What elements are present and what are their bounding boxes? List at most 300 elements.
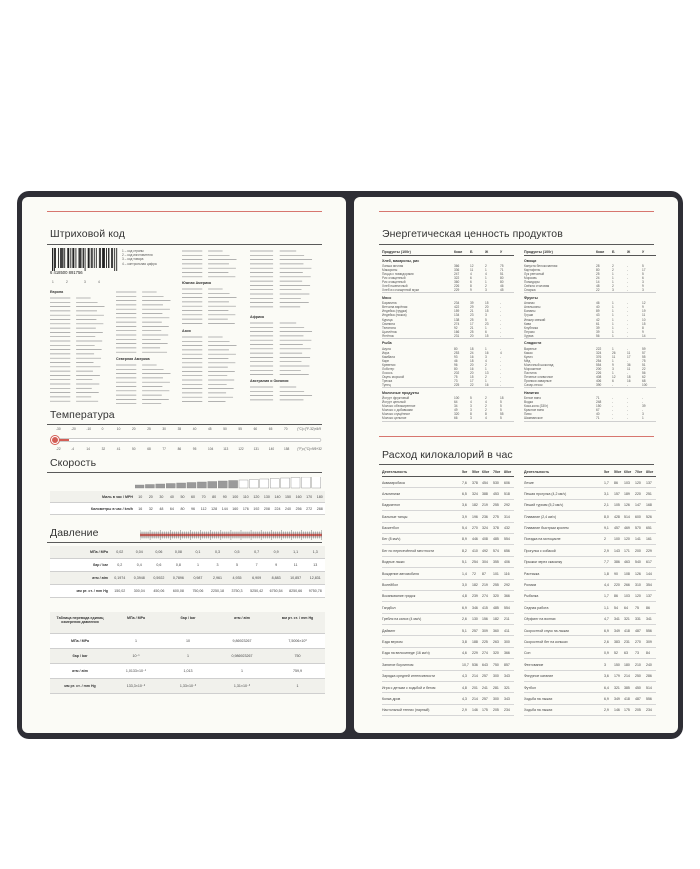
table-row (50, 503, 325, 515)
value-cell: 16 (138, 506, 143, 511)
value-cell: 300,04 (133, 589, 145, 593)
calorie-value: 1,1 (604, 605, 609, 610)
calorie-value: 324 (482, 526, 488, 531)
speed-bar (166, 484, 175, 489)
product-value: 2 (485, 404, 487, 409)
activity-name: Вскапывание грядок (382, 594, 416, 599)
value-cell: 6750,54 (269, 589, 283, 593)
product-value: 422 (454, 305, 460, 310)
calorie-value: 6,4 (604, 685, 609, 690)
product-name: Морковь (524, 276, 537, 281)
calorie-value: 103 (624, 480, 630, 485)
calorie-value: 251 (646, 491, 652, 496)
calorie-value: 492 (482, 548, 488, 553)
energy-group-row (524, 389, 656, 396)
product-value: - (627, 301, 629, 306)
energy-group-name: Хлеб, макароны, рис (382, 258, 420, 263)
calorie-value: 8,9 (462, 537, 467, 542)
product-value: 80 (454, 366, 458, 371)
product-value: 1 (612, 305, 614, 310)
calorie-value: 556 (646, 628, 652, 633)
product-value: 96 (454, 362, 458, 367)
product-value: 80 (454, 346, 458, 351)
celsius-value: 70 (284, 427, 288, 431)
calorie-value: 300 (493, 696, 499, 701)
calorie-value: 366 (504, 594, 510, 599)
activity-name: Бег по пересечённой местности (382, 548, 435, 553)
product-value: 9 (642, 305, 644, 310)
barcode-bar (73, 248, 74, 268)
calories-row (382, 648, 514, 659)
calorie-value: 270 (635, 639, 641, 644)
product-value: - (627, 383, 629, 388)
fahrenheit-value: 131 (253, 447, 259, 451)
calories-row (524, 671, 656, 682)
product-value: 3 (485, 313, 487, 318)
value-cell: 150 (285, 494, 292, 499)
product-name: Клубника (524, 325, 538, 330)
product-name: Креветки (382, 362, 396, 367)
table-row (50, 546, 325, 559)
value-cell: 112 (200, 506, 207, 511)
product-value: 226 (596, 371, 602, 376)
product-value: 18 (470, 358, 474, 363)
product-value: 56 (596, 333, 600, 338)
value-cell: 450,06 (153, 589, 165, 593)
product-value: 2 (485, 264, 487, 268)
barcode-bar (68, 248, 69, 268)
speed-rule (47, 472, 322, 473)
barcode-marker: 2 (66, 280, 68, 284)
calorie-value: 349 (614, 696, 620, 701)
product-name: Треска (382, 379, 393, 384)
calorie-value: 360 (493, 628, 499, 633)
pressure-rule (47, 542, 322, 543)
product-value: - (627, 288, 629, 293)
product-name: Индейка (грудка) (382, 309, 408, 314)
product-name: Красное вино (524, 408, 545, 413)
calorie-value: 137 (646, 594, 652, 599)
product-value: - (500, 375, 502, 380)
calorie-value: 126 (635, 571, 641, 576)
product-value: 1 (612, 313, 614, 318)
product-value: 25 (470, 329, 474, 334)
conversion-cell: 10⁻¹ (132, 654, 140, 658)
product-value: - (500, 321, 502, 326)
activity-name: Ходьба на лыжах (524, 708, 553, 713)
calorie-value: 457 (614, 526, 620, 531)
calories-row (382, 545, 514, 556)
calorie-value: 324 (472, 491, 478, 496)
calorie-value: 220 (635, 491, 641, 496)
product-value: 12 (470, 264, 474, 268)
calorie-value: 606 (504, 480, 510, 485)
energy-group-name: Рыба (382, 341, 392, 346)
barcode-bar (114, 248, 115, 271)
calories-header-row (524, 468, 656, 477)
calorie-value: 300 (504, 639, 510, 644)
product-value: 3 (612, 366, 614, 371)
celsius-value: 35 (177, 427, 182, 431)
conversion-row (50, 649, 325, 664)
conversion-row-label: бар / bar (72, 654, 88, 658)
product-value: 2 (612, 264, 614, 268)
energy-row (524, 334, 656, 338)
calorie-value: 7,7 (604, 560, 609, 565)
product-value: 1 (485, 379, 487, 384)
calorie-value: 385 (624, 685, 630, 690)
product-value: - (627, 346, 629, 351)
north-america-codes (116, 363, 176, 407)
product-name: Окунь морской (382, 375, 405, 380)
value-cell: 2,961 (212, 576, 222, 580)
product-value: 18 (627, 375, 631, 380)
product-value: 2 (612, 284, 614, 289)
product-value: 12 (612, 375, 616, 380)
product-value: - (627, 325, 629, 330)
product-value: 8 (470, 284, 472, 289)
product-value: 5 (642, 272, 644, 277)
energy-header-cell: Продукты (100г) (524, 250, 553, 254)
row-label: бар / bar (92, 563, 108, 567)
conversion-cell: 1,33×10⁻³ (179, 684, 197, 688)
energy-header-cell: Продукты (100г) (382, 250, 411, 254)
product-value: - (627, 309, 629, 314)
speed-bar (135, 485, 144, 488)
top-red-line-right (379, 211, 654, 212)
value-cell: 1,3 (312, 550, 318, 554)
value-cell: 0,08 (174, 550, 182, 554)
product-value: 24 (596, 276, 600, 281)
calories-header-cell: 70кг (635, 470, 643, 474)
calorie-value: 10,7 (462, 662, 469, 667)
calorie-value: 428 (614, 514, 620, 519)
activity-name: Баскетбол (382, 526, 399, 531)
calories-header-cell: 80кг (504, 470, 512, 474)
asia-codes (182, 335, 242, 407)
energy-header-cell: У (642, 250, 645, 254)
fahrenheit-value: -22 (56, 447, 61, 451)
calories-header-cell: Деятельность (382, 470, 408, 474)
product-value: 61 (596, 321, 600, 326)
barcode-bar (79, 248, 80, 268)
north-america-title: Северная Америка (116, 357, 150, 361)
fahrenheit-formula: (°F)=(°C)×9/5+32 (297, 447, 322, 451)
energy-group-name: Фрукты (524, 295, 538, 300)
calorie-value: 4,6 (462, 651, 467, 656)
product-value: 100 (454, 396, 460, 401)
energy-header-cell: У (500, 250, 503, 254)
calories-header-cell: 60кг (482, 470, 490, 474)
product-value: 39 (470, 301, 474, 306)
calories-row (382, 705, 514, 716)
calorie-value: 210 (635, 662, 641, 667)
activity-name: Поездка на мотоцикле (524, 537, 561, 542)
calories-row (524, 625, 656, 636)
product-value: 25 (596, 272, 600, 277)
product-value: 15 (470, 375, 474, 380)
energy-header-cell: Ккал (596, 250, 605, 254)
value-cell: 128 (211, 506, 218, 511)
product-value: - (627, 371, 629, 376)
speed-bar (249, 480, 258, 489)
calorie-value: 5,1 (462, 628, 467, 633)
calorie-value: 189 (624, 491, 630, 496)
product-name: Лапша яичная (382, 264, 404, 268)
product-value: - (500, 317, 502, 322)
fahrenheit-value: 104 (208, 447, 214, 451)
energy-title: Энергетическая ценность продуктов (382, 228, 563, 240)
calorie-value: 540 (635, 560, 641, 565)
celsius-value: 65 (268, 427, 273, 431)
product-value: 68 (642, 379, 646, 384)
product-value: 11 (612, 354, 616, 359)
value-cell: 9750,78 (308, 589, 322, 593)
product-name: Хурма (524, 333, 534, 338)
product-value: - (627, 305, 629, 310)
misc-codes (182, 249, 242, 279)
product-name: Рис очищенный (382, 280, 406, 285)
speed-bar (145, 485, 154, 489)
product-value: - (612, 412, 614, 417)
calories-row (524, 614, 656, 625)
value-cell: 600,08 (172, 589, 184, 593)
conversion-header-cell: атм / atm (234, 616, 250, 620)
calorie-value: 446 (472, 537, 478, 542)
energy-group-divider (524, 292, 656, 293)
row-label: Миль в час / MPH (102, 494, 133, 499)
product-name: Кулич (524, 354, 533, 359)
barcode-bar (112, 248, 113, 268)
conversion-cell: 750 (294, 654, 301, 658)
product-value: 93 (454, 354, 458, 359)
product-value: 1 (612, 276, 614, 281)
product-value: 20 (470, 333, 474, 338)
calorie-value: 179 (614, 674, 620, 679)
product-value: 23 (470, 313, 474, 318)
product-name: Апельсины (524, 305, 541, 310)
energy-group-name: Овощи (524, 258, 537, 263)
product-value: 24 (470, 350, 474, 355)
product-value: 75 (642, 358, 646, 363)
value-cell: 0,4 (136, 563, 142, 567)
value-cell: 0,5 (234, 550, 240, 554)
product-name: Икра (382, 350, 390, 355)
product-name: Белое вино (524, 396, 542, 401)
calorie-value: 4,8 (462, 594, 467, 599)
calorie-value: 205 (635, 708, 641, 713)
product-value: - (500, 333, 502, 338)
conversion-cell: 1 (241, 669, 243, 673)
product-name: Шампанское (524, 416, 543, 421)
fahrenheit-value: 14 (86, 447, 90, 451)
speed-bar (301, 477, 310, 488)
product-value: 8 (485, 412, 487, 417)
product-value: 92 (454, 325, 458, 330)
product-value: 18 (470, 346, 474, 351)
speed-bar (208, 482, 217, 489)
value-cell: 8250,66 (289, 589, 303, 593)
product-name: Индейка (ножка) (382, 313, 407, 318)
calorie-value: 201 (472, 685, 478, 690)
product-value: 9 (470, 288, 472, 293)
energy-group-name: Напитки (524, 390, 539, 395)
calorie-value: 408 (482, 537, 488, 542)
energy-group-row (524, 294, 656, 301)
barcode-marker: 4 (98, 280, 100, 284)
value-cell: 1,1 (293, 550, 299, 554)
calorie-value: 150 (614, 662, 620, 667)
activity-name: Гандбол (382, 605, 396, 610)
product-value: 1 (612, 309, 614, 314)
product-value: 22 (596, 288, 600, 293)
product-name: Варенье (524, 346, 537, 351)
calorie-value: 236 (482, 514, 488, 519)
product-value: 1 (612, 321, 614, 326)
product-value: - (500, 309, 502, 314)
product-value: 274 (454, 321, 460, 326)
product-value: - (500, 301, 502, 306)
value-cell: 0,3948 (133, 576, 145, 580)
pressure-gauge (140, 530, 322, 540)
fahrenheit-value: 140 (268, 447, 275, 451)
product-value: 320 (454, 412, 460, 417)
product-value: 200 (596, 366, 602, 371)
product-value: 100 (642, 383, 648, 388)
product-value: - (500, 346, 502, 351)
calorie-value: 120 (635, 480, 641, 485)
product-value: 248 (596, 400, 602, 405)
calorie-value: 309 (646, 639, 652, 644)
speed-title: Скорость (50, 457, 97, 469)
product-value: 10 (642, 317, 646, 322)
value-cell: 0,9 (273, 550, 279, 554)
barcode-legend-item: 2 – код изготовителя (122, 253, 153, 258)
product-value: 25 (470, 317, 474, 322)
calories-row (382, 602, 514, 613)
product-name: Капуста белокочанная (524, 264, 558, 268)
product-value: 14 (642, 333, 646, 338)
calorie-value: 182 (472, 583, 478, 588)
product-value: 9 (642, 284, 644, 289)
energy-table-right (524, 249, 656, 423)
value-cell: 180 (316, 494, 323, 499)
energy-header-cell: Б (612, 250, 615, 254)
calorie-value: 570 (635, 526, 641, 531)
calories-row (382, 500, 514, 511)
activity-name: Езда верхом (382, 639, 403, 644)
conversion-row-label: мм рт. ст. / mm Hg (64, 684, 96, 688)
calorie-value: 211 (504, 617, 510, 622)
barcode-legend-item: 1 – код страны (122, 249, 144, 253)
product-value: 16 (470, 354, 474, 359)
calorie-value: 0,9 (604, 651, 609, 656)
south-america-codes (182, 287, 242, 327)
product-value: 5 (470, 396, 472, 401)
activity-name: Колка дров (382, 696, 401, 701)
celsius-value: 10 (116, 427, 121, 431)
barcode-bar (64, 248, 65, 268)
calorie-value: 3,8 (462, 639, 467, 644)
activity-name: Бальные танцы (382, 514, 408, 519)
product-value: - (627, 396, 629, 401)
left-page (22, 197, 346, 733)
calorie-value: 418 (624, 628, 630, 633)
conversion-row (50, 634, 325, 649)
calories-row (382, 568, 514, 579)
calorie-value: 130 (472, 617, 478, 622)
value-cell: 150,02 (114, 589, 126, 593)
calorie-value: 355 (493, 560, 499, 565)
barcode-legend-item: 4 – контрольная цифра (122, 261, 157, 266)
barcode-bar (104, 248, 105, 268)
calorie-value: 146 (472, 708, 478, 713)
calorie-value: 75 (635, 605, 639, 610)
product-value: 6 (485, 329, 487, 334)
product-name: Персик (524, 329, 535, 334)
conversion-cell: 1 (135, 639, 137, 643)
product-name: Пицца с помидорами (382, 272, 414, 277)
product-value: 1 (612, 317, 614, 322)
value-cell: 160 (232, 506, 239, 511)
row-label: МПа / MPa (90, 550, 108, 554)
product-value: 12 (642, 301, 646, 306)
product-value: 3 (470, 416, 472, 421)
calories-rule (379, 464, 654, 465)
calorie-value: 1,4 (462, 571, 467, 576)
product-name: Лосось (382, 371, 393, 376)
value-cell: 140 (274, 494, 281, 499)
calorie-value: 487 (635, 628, 641, 633)
barcode-legend (122, 249, 182, 269)
calorie-value: 144 (646, 571, 652, 576)
product-value: - (500, 371, 502, 376)
calorie-value: 9,1 (604, 526, 609, 531)
calorie-value: 255 (493, 503, 499, 508)
product-value: 229 (454, 288, 460, 293)
energy-row (382, 288, 514, 292)
calories-table-left (382, 468, 514, 716)
product-value: 3 (642, 288, 644, 293)
product-value: 2 (485, 375, 487, 380)
product-value: - (612, 408, 614, 413)
activity-name: Роликм (524, 583, 536, 588)
right-page (354, 197, 678, 733)
calorie-value: 536 (472, 662, 478, 667)
energy-group-row (382, 389, 514, 396)
calorie-value: 120 (624, 537, 630, 542)
barcode-bar (80, 248, 81, 268)
activity-name: Вождение автомобиля (382, 571, 419, 576)
product-value: - (612, 396, 614, 401)
speed-bar (187, 483, 196, 489)
value-cell: 0,3 (214, 550, 220, 554)
calorie-value: 101 (493, 571, 499, 576)
fahrenheit-value: 77 (162, 447, 166, 451)
activity-name: Альпинизм (382, 491, 400, 496)
calorie-value: 2,9 (462, 708, 467, 713)
calorie-value: 2,9 (604, 548, 609, 553)
product-value: - (627, 358, 629, 363)
product-value: 134 (454, 313, 460, 318)
barcode-bar (94, 248, 95, 268)
product-value: 80 (500, 280, 504, 285)
product-name: Камбала (382, 354, 395, 359)
calorie-value: 366 (504, 651, 510, 656)
product-name: Бананы (524, 309, 536, 314)
product-value: 75 (500, 264, 504, 268)
calorie-value: 651 (646, 526, 652, 531)
